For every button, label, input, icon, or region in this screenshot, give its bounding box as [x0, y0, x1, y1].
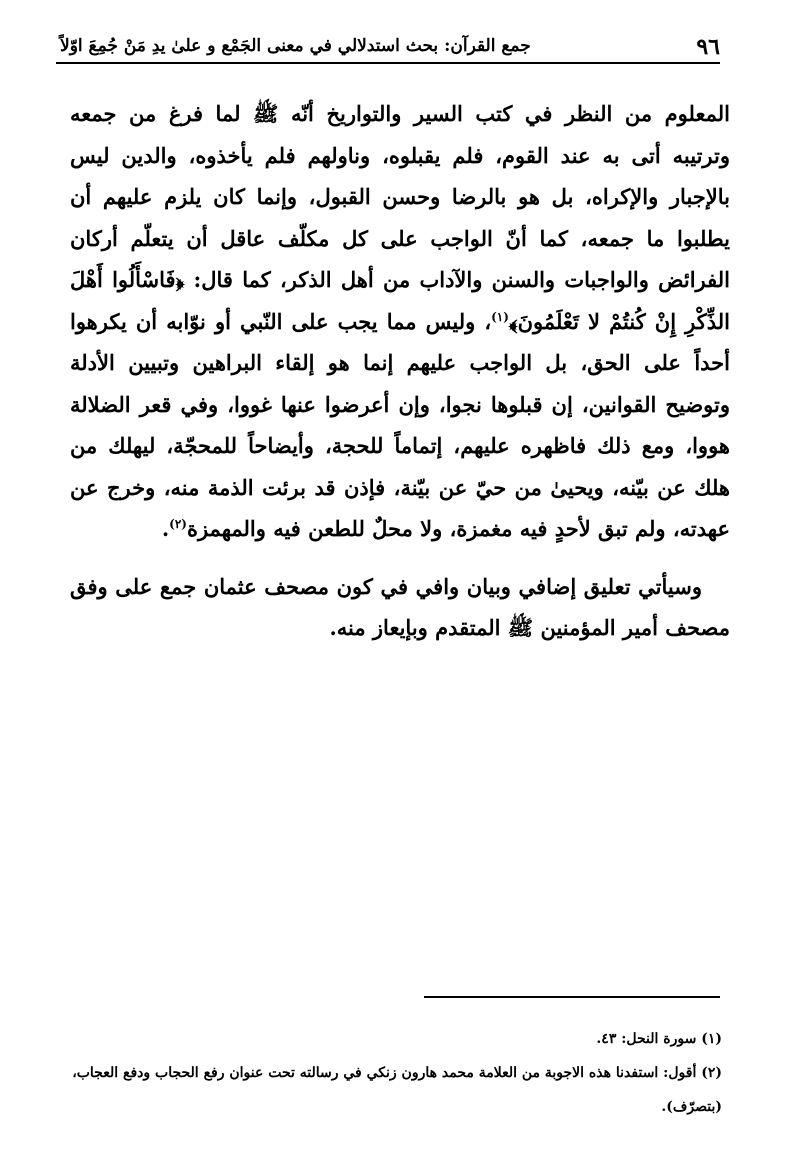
footnote-2: (٢) أقول: استفدنا هذه الاجوبة من العلامة محمد هارون زنكي في رسالته تحت عنوان رفع الحجاب ودفع العجاب، (بتصرّف). — [72, 1065, 722, 1115]
page-header — [60, 26, 720, 64]
paragraph-1-text-b: ، وليس مما يجب على النّبي أو نوّابه أن يكرهوا أحداً على الحق، بل الواجب عليهم إنما هو إلقاء البراهين وتبيين الأدلة وتوضيح القوانين، إن قبلوها نجوا، وإن أعرضوا عنها غووا، وفي قعر الضلالة هووا، ومع ذلك فاظهره عليهم، إتماماً للحجة، وأيضاحاً للمحجّة، ليهلك من هلك عن بيّنه، ويحيىٰ من حيّ عن بيّنة، فإذن قد برئت الذمة منه، وخرج عن عهدته، ولم تبق لأحدٍ فيه مغمزة، ولا محلٌ للطعن فيه والمهمزة — [70, 308, 730, 541]
header-rule — [56, 62, 720, 64]
main-text — [70, 93, 730, 649]
paragraph-1-end: . — [161, 516, 170, 541]
footnote-1: (١) سورة النحل: ٤٣. — [596, 1031, 722, 1047]
paragraph-1-text-a: المعلوم من النظر في كتب السير والتواريخ أنّه ﷺ لما فرغ من جمعه وترتيبه أتى به عند القوم، فلم يقبلوه، وناولهم فلم يأخذوه، والدين ليس بالإجبار والإكراه، بل هو بالرضا وحسن القبول، وإنما كان يلزم عليهم أن يطلبوا ما جمعه، كما أنّ الواجب على كل مكلّف عاقل أن يتعلّم أركان الفرائض والواجبات والسنن والآداب من أهل الذكر، كما قال: — [70, 101, 730, 292]
footnote-rule — [424, 996, 720, 998]
paragraph-1 — [70, 93, 730, 550]
footnote-ref-2: (٢) — [169, 517, 187, 531]
running-title: جمع القرآن: بحث استدلالي في معنى الجَمْع و علىٰ يدِ مَنْ جُمِعَ اوّلاً — [60, 36, 531, 56]
paragraph-2: وسيأتي تعليق إضافي وبيان وافي في كون مصحف عثمان جمع على وفق مصحف أمير المؤمنين ﷺ المتقدم وبإيعاز منه. — [70, 573, 730, 640]
quran-quote: ﴿فَاسْأَلُوا أَهْلَ الذِّكْرِ إِنْ كُنتُمْ لا تَعْلَمُونَ﴾ — [70, 267, 730, 334]
footnotes — [70, 1022, 722, 1124]
page-number: ٩٦ — [696, 34, 720, 60]
footnote-ref-1: (١) — [491, 309, 509, 324]
